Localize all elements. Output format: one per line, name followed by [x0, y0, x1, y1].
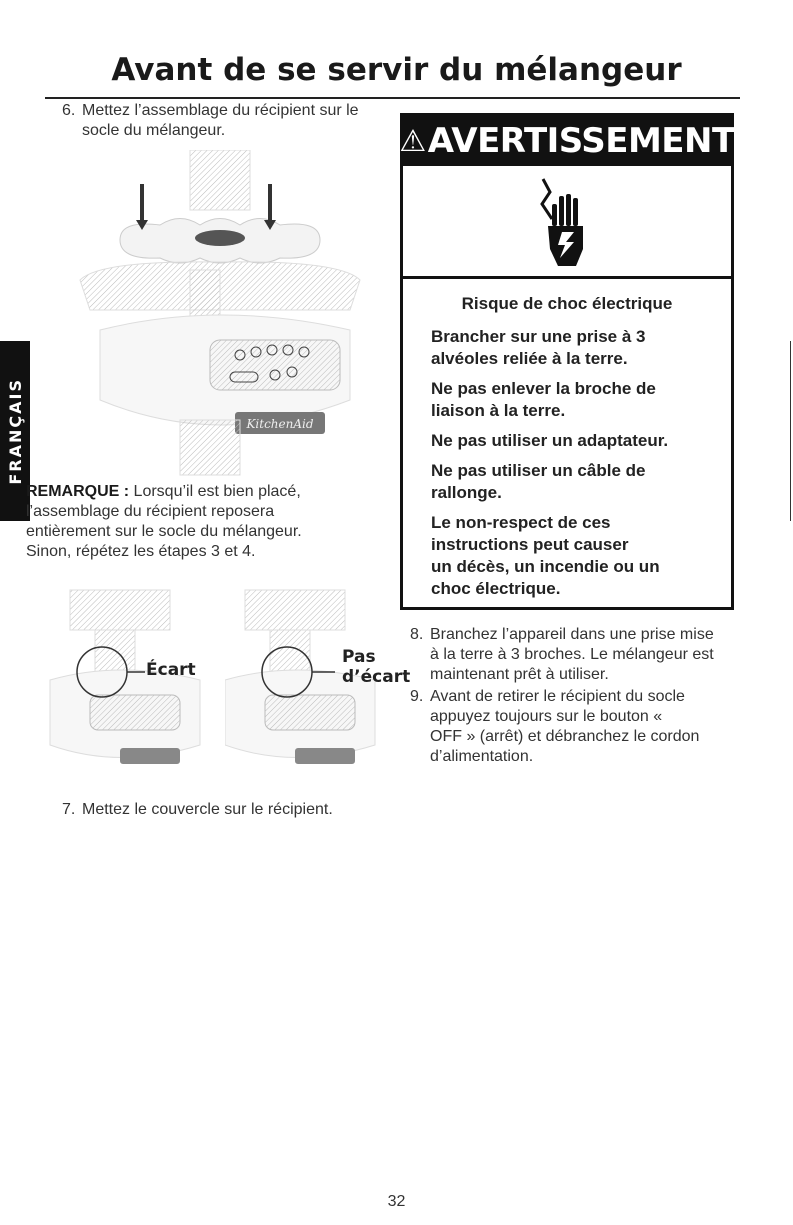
remark-label: REMARQUE :: [26, 483, 130, 500]
warning-line: Ne pas enlever la broche de: [431, 379, 656, 398]
warning-line: liaison à la terre.: [431, 401, 566, 420]
warning-triangle-icon: ⚠: [399, 123, 426, 159]
step-9-line-3: OFF » (arrêt) et débranchez le cordon: [430, 728, 700, 745]
remark-line-2: l’assemblage du récipient reposera: [26, 503, 275, 520]
warning-line: instructions peut causer: [431, 535, 629, 554]
warning-divider: [403, 276, 731, 279]
step-8-line-2: à la terre à 3 broches. Le mélangeur est: [430, 646, 714, 663]
warning-line: choc électrique.: [431, 579, 561, 598]
step-9-line-4: d’alimentation.: [430, 748, 534, 765]
electric-shock-hand-icon: [538, 174, 598, 269]
remark-line-4: Sinon, répétez les étapes 3 et 4.: [26, 543, 256, 560]
no-gap-label-2: d’écart: [342, 667, 411, 687]
warning-line: alvéoles reliée à la terre.: [431, 349, 628, 368]
warning-line: Ne pas utiliser un câble de: [431, 461, 646, 480]
risk-title: Risque de choc électrique: [461, 294, 673, 313]
step-8-line-1: Branchez l’appareil dans une prise mise: [430, 626, 714, 643]
language-label: FRANÇAIS: [5, 377, 25, 485]
step-7-number: 7.: [62, 801, 76, 818]
step-9-line-2: appuyez toujours sur le bouton «: [430, 708, 663, 725]
title-divider: [45, 97, 740, 99]
remark-line-3: entièrement sur le socle du mélangeur.: [26, 523, 302, 540]
step-7-text: Mettez le couvercle sur le récipient.: [82, 801, 333, 818]
page-number: 32: [387, 1193, 406, 1210]
page-title: Avant de se servir du mélangeur: [111, 52, 682, 88]
step-9-number: 9.: [410, 688, 424, 705]
remark-note: [26, 482, 366, 562]
step-8-number: 8.: [410, 626, 424, 643]
blender-assembly-illustration: [60, 150, 380, 480]
warning-header: [399, 116, 735, 166]
right-margin-rule: [790, 341, 791, 521]
step-8: [410, 625, 745, 685]
remark-line-1: Lorsqu’il est bien placé,: [129, 483, 301, 500]
step-6: [62, 101, 392, 141]
warning-line: rallonge.: [431, 483, 502, 502]
step-6-number: 6.: [62, 102, 76, 119]
warning-line: Le non-respect de ces: [431, 513, 611, 532]
brand-badge: KitchenAid: [246, 417, 314, 431]
step-9: [410, 687, 745, 767]
step-6-line-2: socle du mélangeur.: [82, 122, 226, 139]
step-8-line-3: maintenant prêt à utiliser.: [430, 666, 609, 683]
warning-header-text: AVERTISSEMENT: [427, 121, 735, 161]
warning-line: Ne pas utiliser un adaptateur.: [431, 431, 669, 450]
gap-label: Écart: [146, 660, 196, 680]
step-9-line-1: Avant de retirer le récipient du socle: [430, 688, 685, 705]
warning-line: Brancher sur une prise à 3: [431, 327, 646, 346]
no-gap-label-1: Pas: [342, 647, 376, 667]
warning-box: [400, 113, 734, 610]
warning-line: un décès, un incendie ou un: [431, 557, 660, 576]
step-6-line-1: Mettez l’assemblage du récipient sur le: [82, 102, 359, 119]
step-7: [62, 800, 392, 820]
